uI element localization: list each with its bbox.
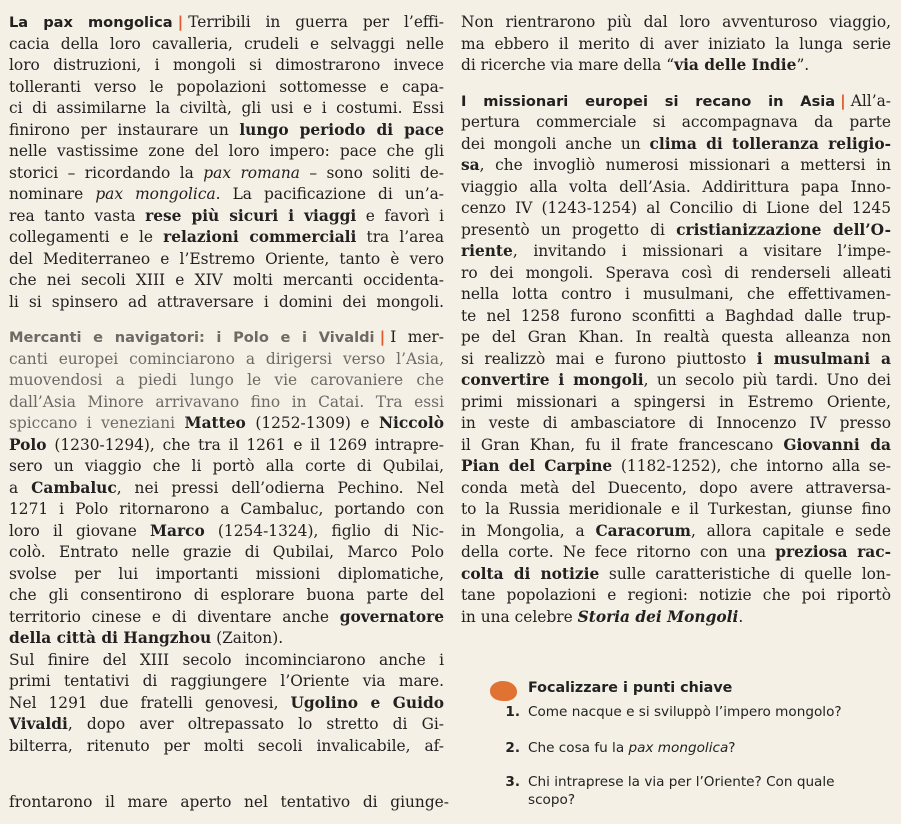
paragraph-line: Sul finire del XIII secolo incominciarono anche i	[9, 650, 444, 669]
paragraph-line: loro distruzioni, i mongoli si dimostrarono invece	[9, 56, 444, 74]
paragraph-line: Vivaldi, dopo aver oltrepassato lo stretto di Gi-	[9, 715, 444, 733]
paragraph-line: in veste di ambasciatore di Innocenzo IV presso	[461, 414, 891, 432]
paragraph-line: tane popolazioni e regioni: notizie che poi riportò	[461, 586, 891, 604]
paragraph-line: pe del Gran Khan. In realtà questa alleanza non	[461, 328, 891, 346]
paragraph-line: cenzo IV (1243-1254) al Concilio di Lione del 1245	[461, 199, 891, 217]
paragraph-line: della città di Hangzhou (Zaiton).	[9, 629, 284, 647]
paragraph-line: il Gran Khan, fu il frate francescano Giovanni da	[461, 435, 891, 454]
paragraph-line: riente, invitando i missionari a visitare l’impe-	[461, 242, 891, 260]
paragraph-line: rea tanto vasta rese più sicuri i viaggi e favorì i	[9, 206, 444, 225]
paragraph-line: a Cambaluc, nei pressi dell’odierna Pechino. Nel	[9, 478, 444, 497]
paragraph-line: te nel 1258 furono sconfitti a Baghdad dalle trup-	[461, 306, 891, 325]
left-column	[9, 12, 444, 757]
section-heading-mercanti: Mercanti e navigatori: i Polo e i Vivaldi	[9, 329, 375, 346]
paragraph-line: Polo (1230-1294), che tra il 1261 e il 1269 intrapre-	[9, 435, 444, 454]
paragraph-line: presentò un progetto di cristianizzazione dell’O-	[461, 220, 891, 239]
paragraph-line: pertura commerciale si accompagnava da parte	[461, 113, 891, 131]
paragraph-line: bilterra, ritenuto per molti secoli invalicabile, af-	[9, 736, 444, 755]
paragraph-line: viaggio alla volta dell’Asia. Addirittura papa Inno-	[461, 177, 891, 196]
paragraph-line: nominare pax mongolica. La pacificazione di un’a-	[9, 185, 444, 203]
key-point-item-continued: scopo?	[528, 792, 576, 808]
paragraph-line: La pax mongolica | Terribili in guerra per l’effi-	[9, 13, 444, 31]
paragraph-line: si realizzò mai e furono piuttosto i musulmani a	[461, 349, 891, 368]
paragraph-line: li si spinsero ad attraversare i domini dei mongoli.	[9, 292, 444, 311]
heading-separator: |	[379, 328, 386, 346]
paragraph-line: ci di assimilarne la civiltà, gli usi e i costumi. Essi	[9, 99, 444, 117]
paragraph-line: dei mongoli anche un clima di tolleranza religio-	[461, 134, 891, 153]
paragraph-line: 1271 i Polo ritornarono a Cambaluc, portando con	[9, 500, 444, 518]
paragraph-line: tolleranti verso le popolazioni sottomesse e capa-	[9, 77, 444, 96]
paragraph-line: cacia della loro cavalleria, crudeli e selvaggi nelle	[9, 34, 444, 53]
heading-separator: |	[840, 91, 846, 110]
paragraph-line: muovendosi a piedi lungo le vie carovaniere che	[9, 371, 444, 389]
key-points-title: Focalizzare i punti chiave	[528, 680, 733, 696]
paragraph-line: colta di notizie sulle caratteristiche di quelle lon-	[461, 564, 892, 583]
paragraph-line: nelle vastissime zone del loro impero: pace che gli	[9, 142, 444, 160]
paragraph-line: nella lotta contro i musulmani, che effettivamen-	[461, 285, 891, 303]
paragraph-line: svolse per lui importanti missioni diplomatiche,	[9, 564, 444, 583]
paragraph-line: convertire i mongoli, un secolo più tardi. Uno dei	[461, 371, 891, 389]
paragraph-line: Pian del Carpine (1182-1252), che intorno alla se-	[461, 457, 892, 475]
paragraph-line: spiccano i veneziani Matteo (1252-1309) e Niccolò	[9, 414, 444, 432]
paragraph-line: primi missionari a spingersi in Estremo Oriente,	[461, 392, 891, 411]
paragraph-line: Nel 1291 due fratelli genovesi, Ugolino e Guido	[9, 693, 444, 712]
paragraph-line: in una celebre Storia dei Mongoli.	[461, 607, 744, 626]
paragraph-line: to la Russia meridionale e il Turkestan, giunse fino	[461, 500, 891, 518]
key-point-item: 1. Come nacque e si sviluppò l’impero mongolo?	[505, 704, 842, 720]
paragraph-line: di ricerche via mare della “via delle Indie”.	[461, 56, 810, 74]
paragraph-line: ma ebbero il merito di aver iniziato la lunga serie	[461, 34, 891, 53]
paragraph-line: che gli consentirono di esplorare buona parte del	[9, 586, 444, 604]
right-column	[461, 12, 891, 628]
paragraph-line: Mercanti e navigatori: i Polo e i Vivaldi | I mer-	[9, 328, 444, 346]
key-point-item: 2. Che cosa fu la pax mongolica?	[505, 740, 736, 756]
paragraph-line: loro il giovane Marco (1254-1324), figlio di Nic-	[9, 521, 444, 540]
paragraph-line: ro dei mongoli. Sperava così di renderseli alleati	[461, 263, 891, 282]
paragraph-line: storici – ricordando la pax romana – sono soliti de-	[9, 163, 444, 182]
paragraph-line: territorio cinese e di diventare anche governatore	[9, 607, 444, 626]
paragraph-line: Non rientrarono più dal loro avventuroso viaggio,	[461, 13, 891, 31]
section-heading-pax-mongolica: La pax mongolica	[9, 14, 173, 31]
paragraph-line: che nei secoli XIII e XIV molti mercanti occidenta-	[9, 271, 444, 289]
paragraph-line: dall’Asia Minore arrivavano fino in Catai. Tra essi	[9, 392, 444, 411]
orange-blob-icon	[490, 681, 517, 701]
paragraph-line: sa, che invogliò numerosi missionari a mettersi in	[461, 156, 891, 174]
paragraph-line: canti europei cominciarono a dirigersi verso l’Asia,	[9, 349, 444, 368]
section-heading-missionari: I missionari europei si recano in Asia	[461, 92, 836, 110]
paragraph-line: sero un viaggio che li portò alla corte di Qubilai,	[9, 457, 444, 475]
paragraph-line: I missionari europei si recano in Asia | All’a-	[461, 91, 891, 110]
paragraph-line: colò. Entrato nelle grazie di Qubilai, Marco Polo	[9, 543, 444, 561]
paragraph-line: della corte. Ne fece ritorno con una preziosa rac-	[461, 543, 891, 561]
paragraph-line: in Mongolia, a Caracorum, allora capitale e sede	[461, 521, 891, 540]
paragraph-line: conda metà del Duecento, dopo avere attraversa-	[461, 478, 891, 497]
cut-off-line	[9, 795, 449, 824]
key-point-item: 3. Chi intraprese la via per l’Oriente? Con quale	[505, 774, 835, 790]
paragraph-line: del Mediterraneo e l’Estremo Oriente, tanto è vero	[9, 249, 444, 268]
heading-separator: |	[177, 13, 184, 31]
paragraph-line: collegamenti e le relazioni commerciali tra l’area	[9, 228, 445, 246]
paragraph-line: primi tentativi di raggiungere l’Oriente via mare.	[9, 672, 444, 690]
paragraph-line: finirono per instaurare un lungo periodo di pace	[9, 120, 444, 139]
paragraph-line: frontarono il mare aperto nel tentativo di giunge-	[9, 795, 449, 811]
